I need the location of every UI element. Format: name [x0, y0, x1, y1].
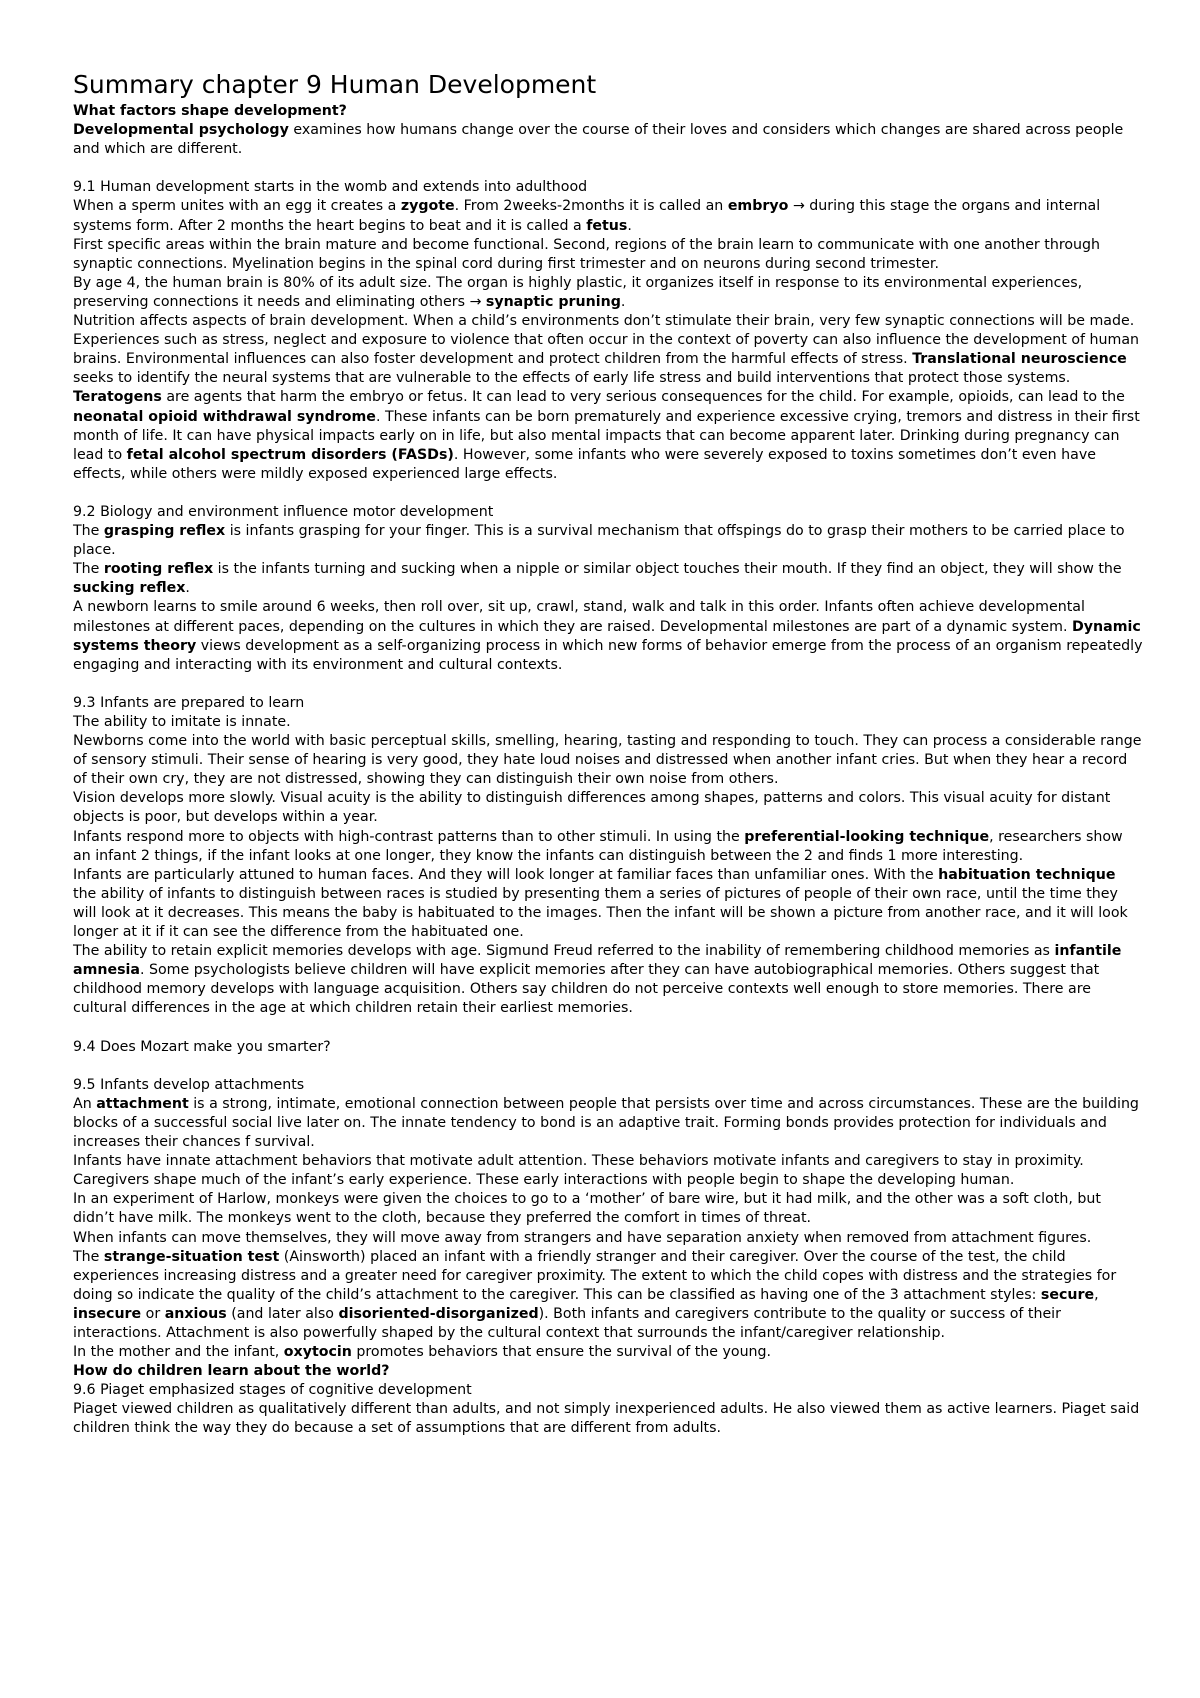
paragraph [73, 1076, 1143, 1095]
text-run: seeks to identify the neural systems that are vulnerable to the effects of early life stress and build interventions that protect those systems. [73, 370, 1071, 387]
text-run: Newborns come into the world with basic perceptual skills, smelling, hearing, tasting and responding to touch. They can process a considerable range of sensory stimuli. Their sense of hearing is very good, they hate loud noises and distressed when another infant cries. But when they hear a record of their own cry, they are not distressed, showing they can distinguish their own noise from others. [73, 733, 1142, 788]
paragraph [73, 197, 1143, 235]
text-run: views development as a self-organizing process in which new forms of behavior emerge from the process of an organism repeatedly engaging and interacting with its environment and cultural contexts. [73, 637, 1143, 673]
text-run: In the mother and the infant, [73, 1344, 284, 1361]
bold-term: Developmental psychology [73, 122, 289, 139]
text-run: is the infants turning and sucking when a nipple or similar object touches their mouth. If they find an object, they will show the [213, 561, 1122, 578]
bold-term: synaptic pruning [485, 293, 621, 310]
text-run: The ability to imitate is innate. [73, 714, 291, 730]
paragraph [73, 560, 1143, 598]
text-run: Vision develops more slowly. Visual acuity is the ability to distinguish differences among shapes, patterns and colors. This visual acuity for distant objects is poor, but develops within a year. [73, 790, 1111, 826]
paragraph [73, 178, 1143, 197]
blank-line [73, 1057, 1143, 1076]
text-run: Experiences such as stress, neglect and exposure to violence that often occur in the context of poverty can also influence the development of human brains. Environmental influences can also foster development and protect children from the harmful effects of stress. [73, 332, 1140, 368]
bold-term: sucking reflex [73, 580, 186, 597]
paragraph [73, 1362, 1143, 1381]
bold-term: How do children learn about the world? [73, 1363, 390, 1380]
text-run: . [620, 293, 626, 310]
text-run: . From 2weeks-2months it is called an [454, 198, 728, 215]
text-run: → during this stage the organs and internal systems form. After 2 months the heart begins to beat and it is called a [73, 198, 1101, 234]
text-run: (Ainsworth) placed an infant with a friendly stranger and their caregiver. Over the course of the test, the child experiences increasing distress and a greater need for caregiver proximity. The extent to which the child copes with distress and the strategies for doing so indicate the quality of the child’s attachment to the caregiver. This can be classified as having one of the 3 attachment styles: [73, 1248, 1117, 1303]
bold-term: strange-situation test [103, 1248, 280, 1265]
paragraph [73, 236, 1143, 274]
text-run: (and later also [226, 1305, 339, 1322]
paragraph [73, 694, 1143, 713]
paragraph [73, 522, 1143, 560]
paragraph [73, 1343, 1143, 1362]
text-run: 9.2 Biology and environment influence motor development [73, 503, 494, 520]
text-run: . [185, 580, 190, 597]
paragraph [73, 1229, 1143, 1248]
text-run: In an experiment of Harlow, monkeys were given the choices to go to a ‘mother’ of bare wire, but it had milk, and the other was a soft cloth, but didn’t have milk. The monkeys went to the cloth, because they preferred the comfort in times of threat. [73, 1191, 1101, 1227]
text-run: . However, some infants who were severely exposed to toxins sometimes don’t even have effects, while others were mildly exposed experienced large effects. [73, 446, 1096, 482]
paragraph [73, 102, 1143, 121]
paragraph [73, 828, 1143, 866]
text-run: 9.6 Piaget emphasized stages of cognitive development [73, 1382, 472, 1399]
bold-term: oxytocin [283, 1344, 352, 1361]
bold-term: Teratogens [73, 389, 162, 406]
bold-term: embryo [727, 198, 789, 215]
paragraph [73, 312, 1143, 331]
paragraph [73, 866, 1143, 942]
text-run: The [73, 523, 104, 540]
text-run: 9.1 Human development starts in the womb and extends into adulthood [73, 179, 588, 196]
paragraph [73, 598, 1143, 674]
bold-term: fetal alcohol spectrum disorders (FASDs) [126, 446, 454, 463]
document-page [73, 70, 1143, 1439]
text-run: By age 4, the human brain is 80% of its adult size. The organ is highly plastic, it organizes itself in response to its environmental experiences, preserving connections it needs and eliminating others → [73, 274, 1083, 310]
bold-term: fetus [586, 217, 628, 234]
bold-term: grasping reflex [103, 523, 226, 540]
paragraph [73, 732, 1143, 789]
paragraph [73, 1400, 1143, 1438]
paragraph [73, 1248, 1143, 1343]
text-run: Nutrition affects aspects of brain development. When a child’s environments don’t stimulate their brain, very few synaptic connections will be made. [73, 313, 1135, 330]
text-run: or [141, 1305, 165, 1322]
document-title: Summary chapter 9 Human Development [73, 70, 597, 99]
bold-term: habituation technique [938, 866, 1116, 883]
bold-term: Dynamic systems theory [73, 618, 1141, 654]
bold-term: attachment [96, 1095, 189, 1112]
text-run: is infants grasping for your finger. This is a survival mechanism that offspings do to grasp their mothers to be carried place to place. [73, 523, 1125, 559]
text-run: . [627, 217, 632, 234]
paragraph [73, 942, 1143, 1018]
text-run: promotes behaviors that ensure the survival of the young. [351, 1344, 772, 1361]
blank-line [73, 159, 1143, 178]
paragraph [73, 1152, 1143, 1190]
bold-term: infantile amnesia [73, 943, 1122, 979]
paragraph [73, 388, 1143, 483]
text-run: Infants are particularly attuned to human faces. And they will look longer at familiar faces than unfamiliar ones. With the [73, 866, 939, 883]
text-run: An [73, 1095, 97, 1112]
bold-term: insecure [73, 1305, 142, 1322]
text-run: The ability to retain explicit memories develops with age. Sigmund Freud referred to the inability of remembering childhood memories as [73, 943, 1055, 960]
text-run: . These infants can be born prematurely and experience excessive crying, tremors and distress in their first month of life. It can have physical impacts early on in life, but also mental impacts that can become apparent later. Drinking during pregnancy can lead to [73, 408, 1140, 463]
bold-term: What factors shape development? [73, 103, 347, 119]
text-run: examines how humans change over the course of their loves and considers which changes are shared across people and which are different. [73, 122, 1124, 158]
blank-line [73, 1019, 1143, 1038]
paragraph [73, 789, 1143, 827]
blank-line [73, 675, 1143, 694]
text-run: When infants can move themselves, they will move away from strangers and have separation anxiety when removed from attachment figures. [73, 1229, 1092, 1246]
text-run: Infants respond more to objects with high-contrast patterns than to other stimuli. In using the [73, 828, 745, 845]
bold-term: secure [1040, 1286, 1095, 1303]
text-run: the ability of infants to distinguish between races is studied by presenting them a series of pictures of people of their own race, until the time they will look at it decreases. This means the baby is habituated to the images. Then the infant will be shown a picture from another race, and it will look longer at it if it can see the difference from the habituated one. [73, 885, 1128, 941]
text-run: The [73, 1248, 104, 1265]
text-run: 9.5 Infants develop attachments [73, 1076, 305, 1093]
text-run: ). Both infants and caregivers contribute to the quality or success of their interactions. Attachment is also powerfully shaped by the cultural context that surrounds the infant/caregiver relationship. [73, 1305, 1061, 1341]
paragraph [73, 121, 1143, 159]
bold-term: disoriented-disorganized [338, 1305, 539, 1322]
text-run: , [1094, 1286, 1099, 1303]
bold-term: rooting reflex [103, 561, 214, 578]
blank-line [73, 484, 1143, 503]
paragraph [73, 1190, 1143, 1228]
text-run: is a strong, intimate, emotional connection between people that persists over time and across circumstances. These are the building blocks of a successful social live later on. The innate tendency to bond is an adaptive trait. Forming bonds provides protection for individuals and increases their chances f survival. [73, 1095, 1139, 1151]
text-run: When a sperm unites with an egg it creates a [73, 198, 401, 215]
text-run: Infants have innate attachment behaviors that motivate adult attention. These behaviors motivate infants and caregivers to stay in proximity. Caregivers shape much of the infant’s early experience. These early interactions with people begin to shape the developing human. [73, 1153, 1084, 1189]
paragraph [73, 274, 1143, 312]
bold-term: anxious [164, 1305, 227, 1322]
text-run: 9.4 Does Mozart make you smarter? [73, 1038, 331, 1055]
text-run: First specific areas within the brain mature and become functional. Second, regions of the brain learn to communicate with one another through synaptic connections. Myelination begins in the spinal cord during first trimester and on neurons during second trimester. [73, 236, 1101, 272]
paragraph [73, 1038, 1143, 1057]
text-run: A newborn learns to smile around 6 weeks, then roll over, sit up, crawl, stand, walk and talk in this order. Infants often achieve developmental milestones at different paces, depending on the cultures in which they are raised. Developmental milestones are part of a dynamic system. [73, 599, 1085, 635]
paragraph [73, 1095, 1143, 1152]
text-run: , researchers show an infant 2 things, if the infant looks at one longer, they know the infants can distinguish between the 2 and finds 1 more interesting. [73, 828, 1123, 864]
text-run: are agents that harm the embryo or fetus. It can lead to very serious consequences for the child. For example, opioids, can lead to the [161, 389, 1125, 406]
bold-term: Translational neuroscience [912, 351, 1127, 368]
text-run: Piaget viewed children as qualitatively different than adults, and not simply inexperienced adults. He also viewed them as active learners. Piaget said children think the way they do because a set of assumptions that are different from adults. [73, 1401, 1140, 1437]
paragraph [73, 713, 1143, 732]
paragraph [73, 331, 1143, 388]
document-body [73, 102, 1143, 1439]
paragraph [73, 1381, 1143, 1400]
bold-term: preferential-looking technique [744, 828, 990, 845]
bold-term: zygote [400, 198, 455, 215]
paragraph [73, 503, 1143, 522]
text-run: 9.3 Infants are prepared to learn [73, 694, 305, 711]
text-run: The [73, 561, 104, 578]
bold-term: neonatal opioid withdrawal syndrome [73, 408, 376, 425]
text-run: . Some psychologists believe children will have explicit memories after they can have autobiographical memories. Others suggest that childhood memory develops with language acquisition. Others say children do not perceive contexts well enough to store memories. There are cultural differences in the age at which children retain their earliest memories. [73, 962, 1100, 1017]
